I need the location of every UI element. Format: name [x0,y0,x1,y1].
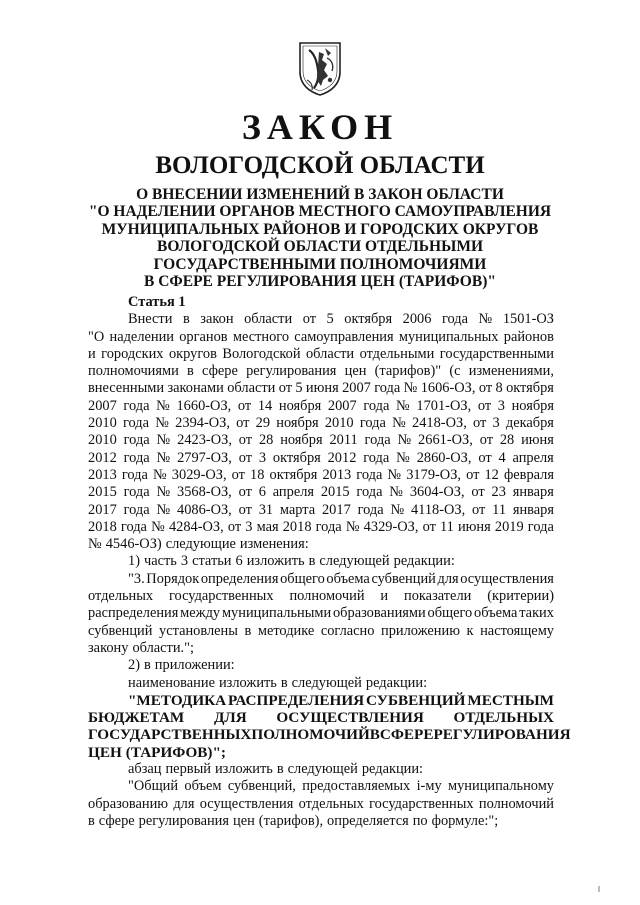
body-line: ГОСУДАРСТВЕННЫХ ПОЛНОМОЧИЙ В СФЕРЕ РЕГУЛИРОВАНИЯ [88,726,571,744]
page-mark [598,886,600,892]
title-line: ГОСУДАРСТВЕННЫМИ ПОЛНОМОЧИЯМИ [153,255,487,273]
body-line: "3. Порядок определения общего объема субвенций для осуществления [128,570,554,587]
body-line: внесенными законами области от 5 июня 2007 года № 1606-ОЗ, от 8 октября [88,380,554,397]
body-line: 2007 года № 1660-ОЗ, от 14 ноября 2007 года № 1701-ОЗ, от 3 ноября [88,397,554,414]
body-line: "МЕТОДИКА РАСПРЕДЕЛЕНИЯ СУБВЕНЦИЙ МЕСТНЫМ [128,691,554,709]
article-heading: Статья 1 [128,294,186,310]
body-line: 2013 года № 3029-ОЗ, от 18 октября 2013 года № 3179-ОЗ, от 12 февраля [88,466,554,483]
title-line: В СФЕРЕ РЕГУЛИРОВАНИЯ ЦЕН (ТАРИФОВ)" [144,273,496,291]
body-line: "Общий объем субвенций, предоставляемых i-му муниципальному [128,778,554,795]
body-line: полномочиями в сфере регулирования цен (тарифов)" (с изменениями, [88,363,554,380]
title-line: О ВНЕСЕНИИ ИЗМЕНЕНИЙ В ЗАКОН ОБЛАСТИ [136,186,504,203]
title-line: МУНИЦИПАЛЬНЫХ РАЙОНОВ И ГОРОДСКИХ ОКРУГОВ [101,220,539,238]
body-line: распределения между муниципальными образованиями общего объема таких [88,605,554,622]
body-line: 2017 года № 4086-ОЗ, от 31 марта 2017 года № 4118-ОЗ, от 11 января [88,501,554,518]
document-type-heading: ЗАКОН [241,107,399,147]
coat-of-arms-icon [297,40,343,96]
body-line: образованию для осуществления отдельных государственных полномочий [88,795,554,812]
body-line: наименование изложить в следующей редакции: [128,674,428,691]
body-line: ЦЕН (ТАРИФОВ)"; [88,743,226,761]
body-line: БЮДЖЕТАМ ДЛЯ ОСУЩЕСТВЛЕНИЯ ОТДЕЛЬНЫХ [88,709,554,727]
region-heading: ВОЛОГОДСКОЙ ОБЛАСТИ [155,152,485,179]
body-line: субвенций установлены в методике согласно приложению к настоящему [88,622,554,639]
body-line: 2) в приложении: [128,657,235,674]
body-line: 2012 года № 2797-ОЗ, от 3 октября 2012 года № 2860-ОЗ, от 4 апреля [88,449,554,466]
body-line: Внести в закон области от 5 октября 2006 года № 1501-ОЗ [128,311,554,328]
body-line: абзац первый изложить в следующей редакции: [128,761,424,778]
body-line: 2015 года № 3568-ОЗ, от 6 апреля 2015 года № 3604-ОЗ, от 23 января [88,484,554,501]
body-line: 2010 года № 2423-ОЗ, от 28 ноября 2011 года № 2661-ОЗ, от 28 июня [88,432,554,449]
body-line: № 4546-ОЗ) следующие изменения: [88,536,309,553]
body-line: 2018 года № 4284-ОЗ, от 3 мая 2018 года № 4329-ОЗ, от 11 июня 2019 года [88,518,554,535]
law-title [80,186,560,290]
body-line: "О наделении органов местного самоуправления муниципальных районов [88,328,554,345]
title-line: "О НАДЕЛЕНИИ ОРГАНОВ МЕСТНОГО САМОУПРАВЛЕНИЯ [88,203,552,221]
body-line: закону области."; [88,639,195,656]
law-body [88,294,571,830]
body-line: в сфере регулирования цен (тарифов), определяется по формуле:"; [88,812,499,829]
body-line: 1) часть 3 статьи 6 изложить в следующей редакции: [128,553,455,570]
title-line: ВОЛОГОДСКОЙ ОБЛАСТИ ОТДЕЛЬНЫМИ [156,238,483,256]
body-line: и городских округов Вологодской области отдельными государственными [88,345,554,362]
body-line: 2010 года № 2394-ОЗ, от 29 ноября 2010 года № 2418-ОЗ, от 3 декабря [88,415,554,432]
body-line: отдельных государственных полномочий и показатели (критерии) [88,588,554,605]
